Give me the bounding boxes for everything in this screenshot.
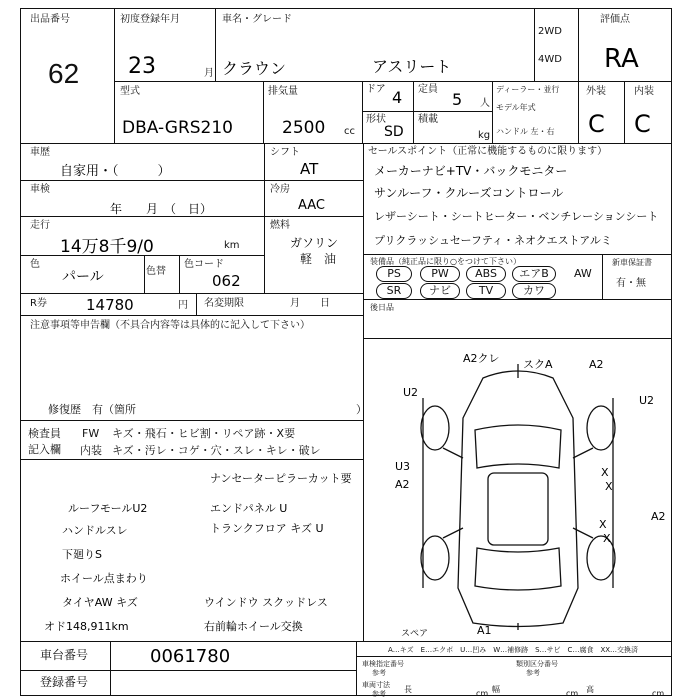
person-unit: 人 bbox=[480, 98, 490, 109]
recycle-label: R券 bbox=[30, 298, 47, 309]
color-value: パール bbox=[62, 269, 104, 285]
equipment-title: 装備品（純正品に限り○をつけて下さい） bbox=[370, 257, 521, 266]
capacity-label: 定員 bbox=[418, 84, 438, 95]
displacement-value: 2500 bbox=[282, 118, 326, 138]
warranty-label: 新車保証書 bbox=[612, 258, 652, 267]
yen-unit: 円 bbox=[178, 300, 188, 311]
car-diagram bbox=[363, 338, 672, 642]
entry-label: 記入欄 bbox=[28, 443, 61, 456]
selling-point-2: サンルーフ・クルーズコントロール bbox=[374, 186, 564, 200]
recycle-amount: 14780 bbox=[86, 296, 134, 314]
repair-label: 修復歴 有（箇所 bbox=[48, 403, 136, 416]
color-label: 色 bbox=[30, 259, 40, 270]
handle-label: ハンドル 左・右 bbox=[496, 127, 555, 136]
mark-a2-right: A2 bbox=[651, 510, 666, 523]
int-label: 内装 bbox=[634, 86, 654, 97]
lot-number: 62 bbox=[48, 58, 80, 89]
mark-a2-cl: A2クレ bbox=[463, 352, 500, 365]
selling-point-3: レザーシート・シートヒーター・ベンチレーションシート bbox=[374, 210, 659, 223]
mark-suka: スクA bbox=[523, 358, 553, 371]
selling-point-4: プリクラッシュセーフティ・ネオクエストアルミ bbox=[374, 234, 612, 247]
month-unit: 月 bbox=[204, 68, 214, 79]
chassis-label: 車台番号 bbox=[40, 648, 89, 662]
spare-label: スペア bbox=[401, 629, 429, 639]
note-right-1: ナンセーターピラーカット要 bbox=[210, 472, 352, 485]
doors-label: ドア bbox=[366, 84, 386, 95]
name-label: 車名・グレード bbox=[222, 14, 292, 25]
footer-f4: 参考 bbox=[526, 669, 540, 677]
reg-year-label: 初度登録年月 bbox=[120, 14, 180, 25]
use-value: 自家用・（ ） bbox=[60, 164, 171, 179]
model-label: 型式 bbox=[120, 86, 140, 97]
mark-a2-left: A2 bbox=[395, 478, 410, 491]
footer-cm2: cm bbox=[566, 689, 579, 698]
note-right-3: トランクフロア キズ U bbox=[210, 522, 324, 535]
repair-close: ） bbox=[356, 403, 367, 416]
drive-box bbox=[534, 8, 579, 82]
note-left-5: タイヤAW キズ bbox=[62, 596, 138, 609]
capacity-value: 5 bbox=[452, 90, 463, 109]
fw-items: キズ・飛石・ヒビ割・リペア跡・X要 bbox=[112, 427, 296, 440]
equip-sr: SR bbox=[376, 283, 412, 299]
reg-number-label: 登録番号 bbox=[40, 675, 89, 689]
lot-label: 出品番号 bbox=[30, 14, 70, 25]
name-change-label: 名変期限 bbox=[204, 298, 244, 309]
shift-label: シフト bbox=[270, 147, 300, 158]
equip-navi: ナビ bbox=[420, 283, 460, 299]
ac-label: 冷房 bbox=[270, 184, 290, 195]
footer-f9: 高 bbox=[586, 685, 594, 694]
mark-u2-left: U2 bbox=[403, 386, 419, 399]
int-grade: C bbox=[634, 110, 651, 138]
score-label: 評価点 bbox=[600, 14, 630, 25]
int-entry-label: 内装 bbox=[80, 444, 102, 457]
inspection-label: 車検 bbox=[30, 184, 50, 195]
shape-value: SD bbox=[384, 124, 404, 140]
mark-x2: X bbox=[605, 480, 613, 493]
note-left-3: 下廻りS bbox=[62, 548, 102, 561]
damage-marks bbox=[395, 352, 666, 639]
note-extra-2: 右前輪ホイール交換 bbox=[204, 620, 303, 633]
fuel-value: ガソリン bbox=[290, 236, 339, 250]
note-left-4: ホイール点まわり bbox=[60, 572, 148, 585]
footer-f2: 参考 bbox=[372, 669, 386, 677]
footer-f7: 長 bbox=[404, 685, 412, 694]
footer-cm3: cm bbox=[652, 689, 665, 698]
equip-leather: カワ bbox=[512, 283, 556, 299]
fuel-alt: 軽 油 bbox=[300, 252, 337, 266]
fw-label: FW bbox=[82, 427, 100, 440]
drive-2wd: 2WD bbox=[538, 26, 562, 37]
rear-box bbox=[363, 299, 672, 339]
grade-value: アスリート bbox=[372, 57, 452, 76]
ac-value: AAC bbox=[298, 198, 325, 213]
km-unit: km bbox=[224, 240, 240, 251]
mark-u3: U3 bbox=[395, 460, 411, 473]
car-name: クラウン bbox=[222, 59, 287, 78]
notes-title: 注意事項等申告欄（不具合内容等は具体的に記入して下さい） bbox=[30, 320, 310, 331]
reg-year-value: 23 bbox=[128, 54, 156, 79]
selling-points-title: セールスポイント（正常に機能するものに限ります） bbox=[368, 146, 608, 157]
color-code-value: 062 bbox=[212, 272, 241, 290]
equip-airbag: エアB bbox=[512, 266, 556, 282]
mark-x4: X bbox=[603, 532, 611, 545]
note-right-2: エンドパネル U bbox=[210, 502, 288, 515]
score-value: RA bbox=[604, 44, 639, 74]
equip-pw: PW bbox=[420, 266, 460, 282]
mark-u2-right: U2 bbox=[639, 394, 655, 407]
use-label: 車歴 bbox=[30, 147, 50, 158]
fuel-label: 燃料 bbox=[270, 220, 290, 231]
footer-f3: 類別区分番号 bbox=[516, 660, 558, 668]
mark-a2-top: A2 bbox=[589, 358, 604, 371]
load-label: 積載 bbox=[418, 114, 438, 125]
chassis-number: 0061780 bbox=[150, 646, 231, 667]
equip-ps: PS bbox=[376, 266, 412, 282]
dealer-label: ディーラー・並行 bbox=[496, 85, 560, 94]
footer-f5: 車両寸法 bbox=[362, 681, 390, 689]
model-value: DBA-GRS210 bbox=[122, 118, 233, 138]
cc-unit: cc bbox=[344, 126, 355, 137]
note-left-6: オド148,911km bbox=[44, 620, 129, 633]
mark-x3: X bbox=[599, 518, 607, 531]
ext-label: 外装 bbox=[586, 86, 606, 97]
note-extra-1: ウインドウ スクッドレス bbox=[204, 596, 328, 609]
footer-f8: 幅 bbox=[492, 685, 500, 694]
mark-a1: A1 bbox=[477, 624, 492, 637]
mileage-label: 走行 bbox=[30, 220, 50, 231]
rear-label: 後日品 bbox=[370, 303, 394, 312]
warranty-value: 有・無 bbox=[616, 278, 646, 289]
footer-cm1: cm bbox=[476, 689, 489, 698]
inspector-label: 検査員 bbox=[28, 427, 61, 440]
displacement-label: 排気量 bbox=[268, 86, 298, 97]
model-year-label: モデル年式 bbox=[496, 103, 536, 112]
name-change-fields: 月 日 bbox=[290, 298, 330, 309]
note-left-2: ハンドルスレ bbox=[62, 524, 128, 537]
ext-grade: C bbox=[588, 110, 605, 138]
equip-abs: ABS bbox=[466, 266, 506, 282]
kg-unit: kg bbox=[478, 130, 491, 141]
footer-f6: 参考 bbox=[372, 690, 386, 698]
shape-label: 形状 bbox=[366, 114, 386, 125]
color-code-label: 色コード bbox=[184, 259, 224, 270]
int-items: キズ・汚レ・コゲ・穴・スレ・キレ・破レ bbox=[112, 444, 321, 457]
diagram-legend: A…キズ E…エクボ U…凹み W…補修跡 S…サビ C…腐食 XX…交換済 bbox=[388, 646, 639, 654]
color-tone-label: 色替 bbox=[146, 266, 166, 277]
equip-tv: TV bbox=[466, 283, 506, 299]
mileage-value: 14万8千9/0 bbox=[60, 237, 154, 257]
mark-x1: X bbox=[601, 466, 609, 479]
note-left-1: ルーフモールU2 bbox=[68, 502, 148, 515]
equip-aw: AW bbox=[574, 267, 592, 280]
inspection-fields: 年 月 （ 日） bbox=[110, 202, 213, 216]
footer-f1: 車検指定番号 bbox=[362, 660, 404, 668]
selling-point-1: メーカーナビ+TV・バックモニター bbox=[374, 164, 568, 178]
doors-value: 4 bbox=[392, 88, 403, 107]
shift-value: AT bbox=[300, 160, 319, 178]
drive-4wd: 4WD bbox=[538, 54, 562, 65]
